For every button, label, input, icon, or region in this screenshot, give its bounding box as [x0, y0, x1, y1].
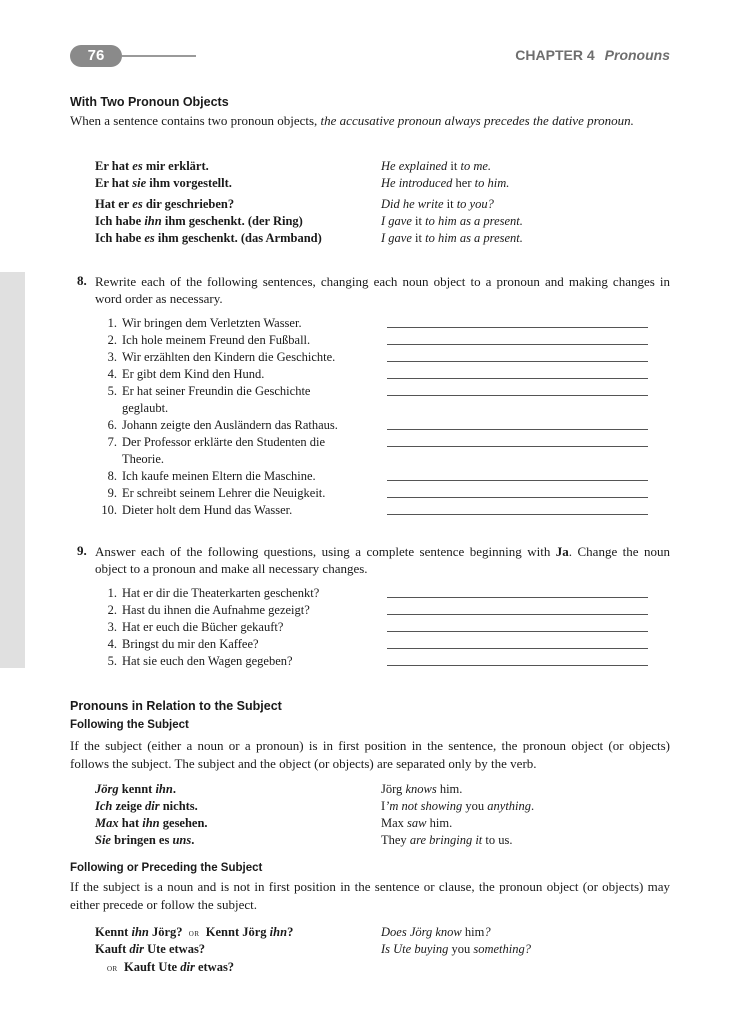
answer-line[interactable]: [387, 361, 648, 362]
answer-line[interactable]: [387, 446, 648, 447]
exercise-item: 3. Hat er euch die Bücher gekauft?: [107, 620, 284, 634]
answer-line[interactable]: [387, 497, 648, 498]
example-de: Sie bringen es uns.: [95, 833, 195, 847]
exercise-8-instruction: Rewrite each of the following sentences, changing each noun object to a pronoun and making changes in word order as necessary.: [95, 274, 670, 306]
answer-line[interactable]: [387, 344, 648, 345]
example-en: He explained it to me.: [381, 159, 492, 173]
exercise-item: 9. Er schreibt seinem Lehrer die Neuigkeit.: [107, 486, 326, 500]
answer-line[interactable]: [387, 614, 648, 615]
exercise-item: 8. Ich kaufe meinen Eltern die Maschine.: [107, 469, 316, 483]
exercise-item: 6. Johann zeigte den Ausländern das Rathaus.: [107, 418, 338, 432]
exercise-item: 5. Er hat seiner Freundin die Geschichte: [107, 384, 311, 398]
section1-intro: [70, 112, 670, 130]
subheading-following-subject: Following the Subject: [70, 719, 189, 731]
exercise-item: 3. Wir erzählten den Kindern die Geschichte.: [107, 350, 336, 364]
example-de: Kennt ihn Jörg? or Kennt Jörg ihn?: [95, 925, 294, 939]
answer-line[interactable]: [387, 514, 648, 515]
example-en: He introduced her to him.: [381, 176, 510, 190]
exercise-item: 7. Der Professor erklärte den Studenten die: [107, 435, 326, 449]
following-subject-text: If the subject (either a noun or a pronoun) is in first position in the sentence, the pronoun object (or objects) follows the subject. The subject and the object (or objects) are separated only by the verb.: [70, 738, 670, 771]
answer-line[interactable]: [387, 429, 648, 430]
example-de: Ich habe es ihm geschenkt. (das Armband): [95, 231, 322, 245]
chapter-label: CHAPTER 4: [515, 47, 595, 63]
subheading-following-or-preceding: Following or Preceding the Subject: [70, 862, 263, 874]
intro-italic: the accusative pronoun always precedes the dative pronoun.: [320, 113, 634, 128]
example-en: Is Ute buying you something?: [381, 942, 531, 956]
example-de: Kauft dir Ute etwas?: [95, 942, 206, 956]
example-en: Max saw him.: [381, 816, 453, 830]
exercise-item: 5. Hat sie euch den Wagen gegeben?: [107, 654, 293, 668]
intro-plain: When a sentence contains two pronoun objects,: [70, 113, 318, 128]
exercise-9-instruction: Answer each of the following questions, using a complete sentence beginning with Ja. Change the noun object to a pronoun and make all necessary changes.: [95, 544, 671, 576]
header-rule: [122, 55, 196, 57]
exercise-item-continued: geglaubt.: [122, 401, 169, 415]
example-en: Jörg knows him.: [381, 782, 463, 796]
example-de: Er hat sie ihm vorgestellt.: [95, 176, 232, 190]
exercise-item: 4. Er gibt dem Kind den Hund.: [107, 367, 265, 381]
answer-line[interactable]: [387, 395, 648, 396]
side-tab-bar: [0, 272, 25, 668]
example-en: Does Jörg know him?: [381, 925, 491, 939]
example-de: Max hat ihn gesehen.: [95, 816, 208, 830]
example-de: Ich zeige dir nichts.: [95, 799, 198, 813]
example-de: Ich habe ihn ihm geschenkt. (der Ring): [95, 214, 303, 228]
answer-line[interactable]: [387, 378, 648, 379]
example-de: Jörg kennt ihn.: [95, 782, 176, 796]
exercise-8-number: 8.: [77, 273, 87, 288]
answer-line[interactable]: [387, 648, 648, 649]
example-en: Did he write it to you?: [381, 197, 494, 211]
exercise-item: 1. Hat er dir die Theaterkarten geschenkt?: [107, 586, 320, 600]
answer-line[interactable]: [387, 631, 648, 632]
exercise-item: 10. Dieter holt dem Hund das Wasser.: [101, 503, 293, 517]
answer-line[interactable]: [387, 480, 648, 481]
example-de-alternative: or Kauft Ute dir etwas?: [107, 960, 235, 974]
following-or-preceding-text: If the subject is a noun and is not in first position in the sentence or clause, the pronoun object (or objects) may either precede or follow the subject.: [70, 879, 670, 912]
exercise-item: 2. Hast du ihnen die Aufnahme gezeigt?: [107, 603, 310, 617]
page-number-badge: 76: [70, 45, 122, 67]
chapter-title: Pronouns: [604, 47, 670, 63]
answer-line[interactable]: [387, 597, 648, 598]
running-header: [515, 47, 670, 63]
exercise-item: 4. Bringst du mir den Kaffee?: [107, 637, 259, 651]
example-en: They are bringing it to us.: [381, 833, 513, 847]
answer-line[interactable]: [387, 665, 648, 666]
example-en: I’m not showing you anything.: [381, 799, 535, 813]
exercise-item-continued: Theorie.: [122, 452, 164, 466]
example-de: Hat er es dir geschrieben?: [95, 197, 235, 211]
section-heading-relation-to-subject: Pronouns in Relation to the Subject: [70, 699, 282, 713]
example-en: I gave it to him as a present.: [381, 214, 523, 228]
section-heading-two-pronoun-objects: With Two Pronoun Objects: [70, 95, 229, 109]
example-en: I gave it to him as a present.: [381, 231, 523, 245]
exercise-9-number: 9.: [77, 543, 87, 558]
example-de: Er hat es mir erklärt.: [95, 159, 209, 173]
exercise-item: 1. Wir bringen dem Verletzten Wasser.: [107, 316, 302, 330]
answer-line[interactable]: [387, 327, 648, 328]
exercise-item: 2. Ich hole meinem Freund den Fußball.: [107, 333, 311, 347]
